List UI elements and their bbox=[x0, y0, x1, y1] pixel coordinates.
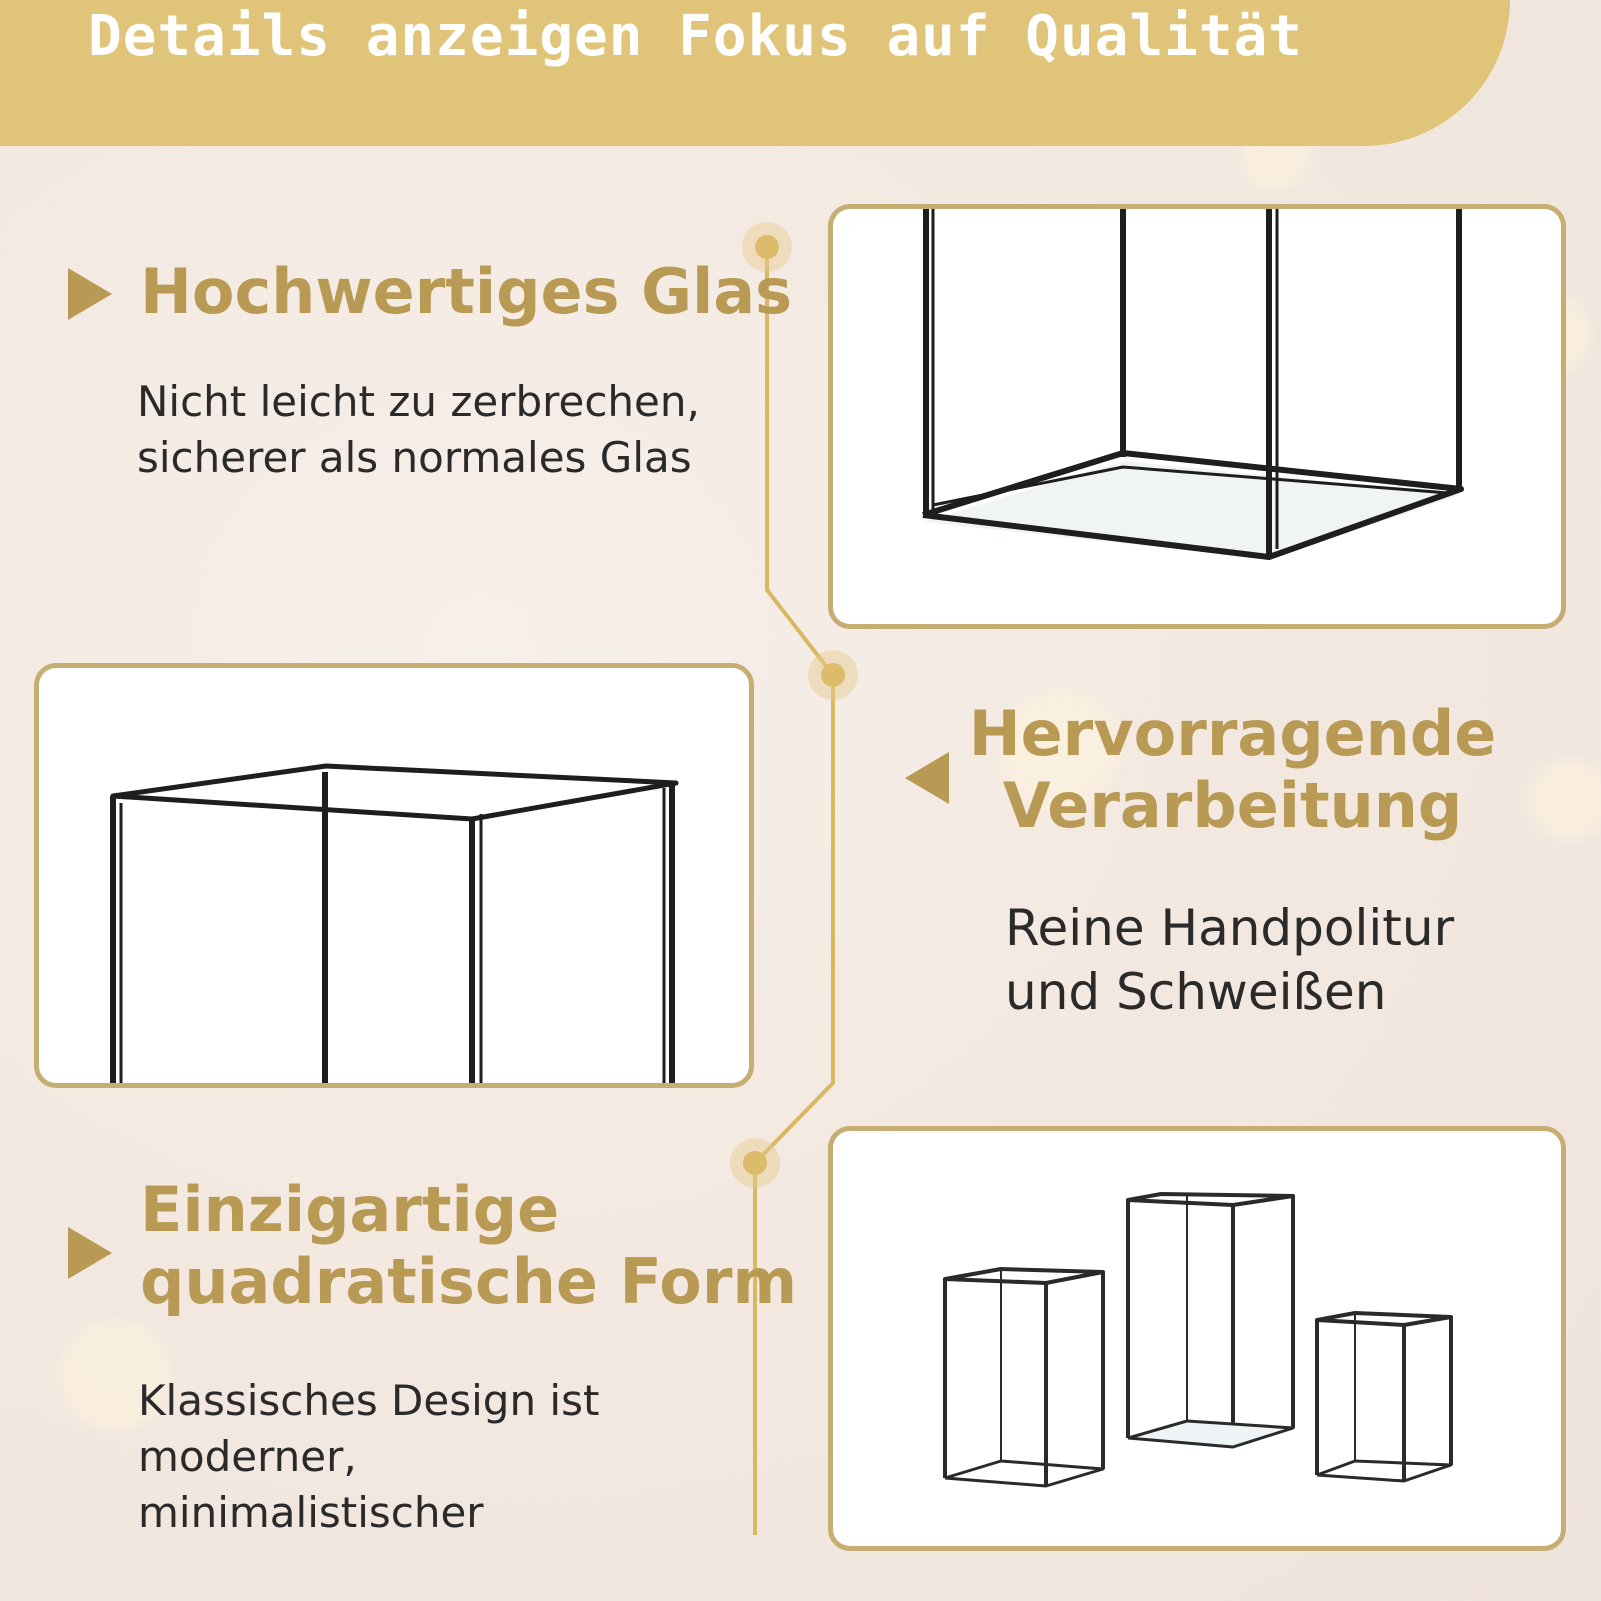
text-line: und Schweißen bbox=[1005, 963, 1387, 1021]
heading-line: Hervorragende bbox=[968, 697, 1497, 770]
banner-title: Details anzeigen Fokus auf Qualität bbox=[88, 4, 1304, 69]
text-line: Reine Handpolitur bbox=[1005, 899, 1455, 957]
text-line: moderner, bbox=[138, 1432, 357, 1481]
text-line: sicherer als normales Glas bbox=[137, 433, 692, 482]
feature-heading-shape bbox=[140, 1174, 797, 1318]
feature-text-shape bbox=[138, 1373, 599, 1541]
feature-heading-glass bbox=[140, 256, 792, 328]
heading-line: quadratische Form bbox=[140, 1245, 798, 1318]
three-glass-boxes-illustration bbox=[833, 1131, 1561, 1546]
feature-text-glass bbox=[137, 374, 700, 486]
heading-line: Hochwertiges Glas bbox=[140, 255, 792, 328]
heading-line: Einzigartige bbox=[140, 1173, 560, 1246]
product-image-glass-top bbox=[34, 663, 754, 1088]
triangle-right-icon bbox=[68, 268, 112, 320]
triangle-right-icon bbox=[68, 1227, 112, 1279]
timeline-dot-icon bbox=[808, 650, 858, 700]
glass-box-bottom-illustration bbox=[833, 209, 1561, 624]
glass-box-top-illustration bbox=[39, 668, 749, 1083]
text-line: Klassisches Design ist bbox=[138, 1376, 600, 1425]
feature-heading-workmanship bbox=[965, 698, 1500, 842]
triangle-left-icon bbox=[905, 752, 949, 804]
feature-text-workmanship bbox=[1005, 896, 1454, 1024]
text-line: minimalistischer bbox=[138, 1488, 484, 1537]
product-image-glass-bottom bbox=[828, 204, 1566, 629]
text-line: Nicht leicht zu zerbrechen, bbox=[137, 377, 700, 426]
heading-line: Verarbeitung bbox=[1002, 769, 1463, 842]
product-image-set-of-three bbox=[828, 1126, 1566, 1551]
